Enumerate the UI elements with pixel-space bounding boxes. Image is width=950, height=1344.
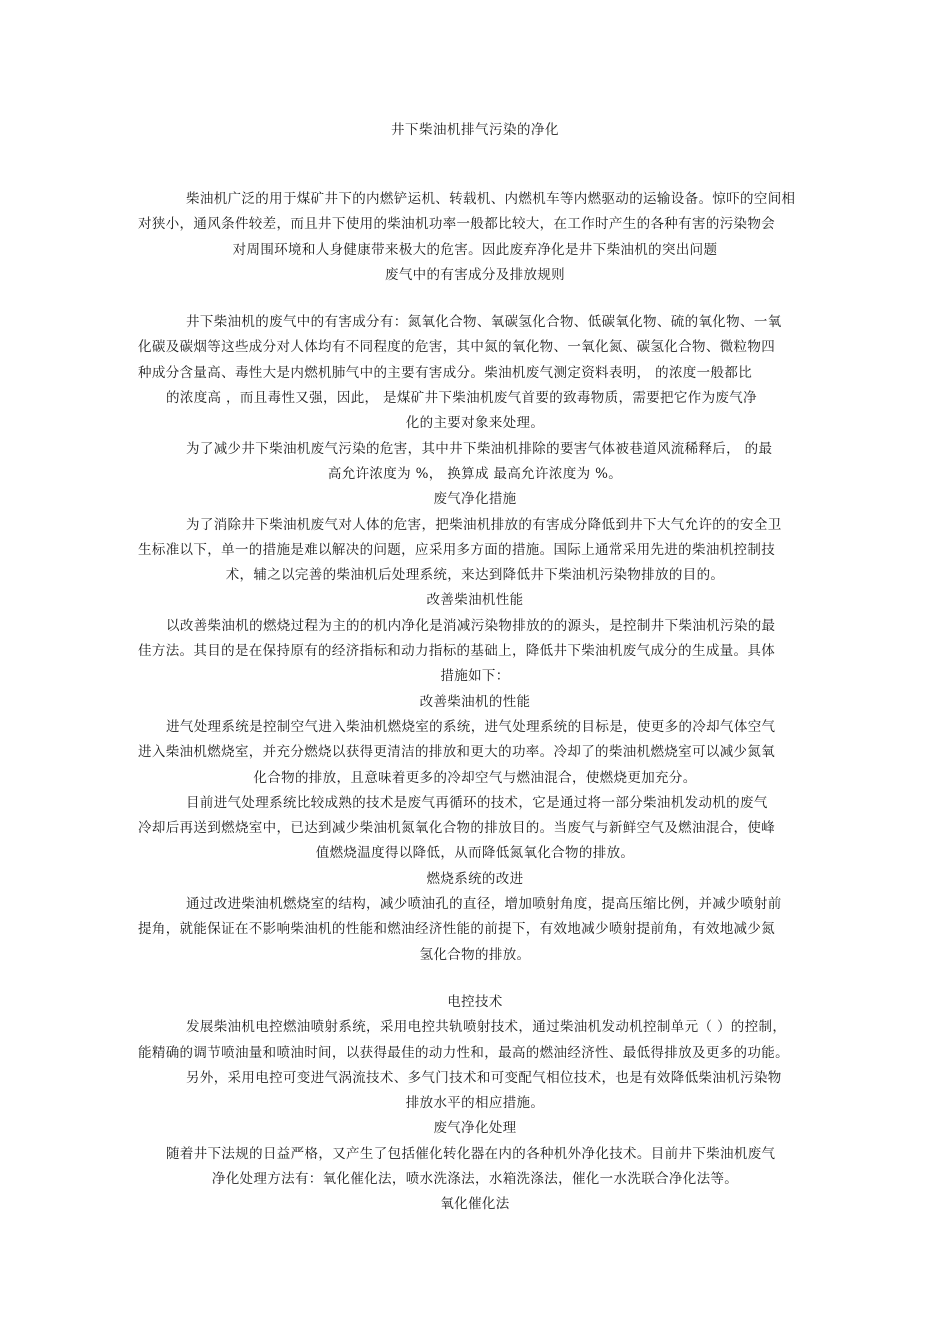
paragraph-line: 净化处理方法有：氧化催化法，喷水洗涤法，水箱洗涤法，催化一水洗联合净化法等。 [211, 1170, 739, 1187]
document-title: 井下柴油机排气污染的净化 [391, 122, 559, 138]
paragraph-line: 化合物的排放，且意味着更多的冷却空气与燃油混合，使燃烧更加充分。 [253, 769, 697, 786]
paragraph-line: 佳方法。其目的是在保持原有的经济指标和动力指标的基础上，降低井下柴油机废气成分的生成量。具体 [138, 643, 776, 660]
section-heading: 改善柴油机性能 [426, 592, 524, 609]
paragraph-line: 化的主要对象来处理。 [405, 415, 545, 432]
paragraph-line: 生标准以下，单一的措施是难以解决的问题，应采用多方面的措施。国际上通常采用先进的柴油机控制技 [138, 541, 776, 558]
section-heading: 废气净化处理 [433, 1120, 517, 1137]
paragraph-line: 化碳及碳烟等这些成分对人体均有不同程度的危害，其中氮的氧化物、一氧化氮、碳氢化合物、微粒物四 [138, 339, 776, 356]
paragraph-line: 对周围环境和人身健康带来极大的危害。因此废弃净化是井下柴油机的突出问题 [232, 241, 718, 258]
paragraph-line: 种成分含量高、毒性大是内燃机肺气中的主要有害成分。柴油机废气测定资料表明， 的浓度一般都比 [138, 364, 753, 381]
paragraph-line: 另外，采用电控可变进气涡流技术、多气门技术和可变配气相位技术，也是有效降低柴油机污染物 [186, 1069, 782, 1086]
section-heading: 氧化催化法 [440, 1196, 510, 1213]
paragraph-line: 的浓度高 ，而且毒性又强，因此， 是煤矿井下柴油机废气首要的致毒物质，需要把它作为废气净 [166, 390, 757, 407]
paragraph-line: 以改善柴油机的燃烧过程为主的的机内净化是消减污染物排放的的源头，是控制井下柴油机污染的最 [166, 617, 776, 634]
paragraph-line: 冷却后再送到燃烧室中，已达到减少柴油机氮氧化合物的排放目的。当废气与新鲜空气及燃油混合，使峰 [138, 820, 776, 837]
paragraph-line: 进气处理系统是控制空气进入柴油机燃烧室的系统，进气处理系统的目标是，使更多的冷却气体空气 [166, 718, 776, 735]
paragraph-line: 高允许浓度为 %， 换算成 最高允许浓度为 %。 [327, 465, 623, 482]
spacer [138, 968, 812, 990]
paragraph-line: 措施如下： [440, 668, 510, 685]
section-heading: 电控技术 [447, 993, 503, 1010]
section-heading: 废气净化措施 [433, 491, 517, 508]
section-heading: 燃烧系统的改进 [426, 870, 524, 887]
paragraph-line: 柴油机广泛的用于煤矿井下的内燃铲运机、转载机、内燃机车等内燃驱动的运输设备。惊吓的空间相 [186, 191, 796, 207]
paragraph-line: 排放水平的相应措施。 [405, 1095, 545, 1112]
paragraph-line: 进入柴油机燃烧室，并充分燃烧以获得更清洁的排放和更大的功率。冷却了的柴油机燃烧室可以减少氮氧 [138, 744, 776, 761]
paragraph-line: 术，辅之以完善的柴油机后处理系统，来达到降低井下柴油机污染物排放的目的。 [225, 567, 725, 584]
paragraph-line: 对狭小，通风条件较差，而且井下使用的柴油机功率一般都比较大，在工作时产生的各种有害的污染物会 [138, 216, 776, 233]
spacer [138, 288, 812, 310]
paragraph-line: 为了消除井下柴油机废气对人体的危害，把柴油机排放的有害成分降低到井下大气允许的的安全卫 [186, 516, 782, 533]
paragraph-line: 提角，就能保证在不影响柴油机的性能和燃油经济性能的前提下，有效地减少喷射提前角，有效地减少氮 [138, 921, 776, 938]
section-heading: 废气中的有害成分及排放规则 [384, 266, 566, 283]
paragraph-line: 能精确的调节喷油量和喷油时间，以获得最佳的动力性和，最高的燃油经济性、最低得排放及更多的功能。 [138, 1044, 789, 1061]
paragraph-line: 随着井下法规的日益严格，又产生了包括催化转化器在内的各种机外净化技术。目前井下柴油机废气 [166, 1145, 776, 1162]
paragraph-line: 为了减少井下柴油机废气污染的危害，其中井下柴油机排除的要害气体被巷道风流稀释后， 的最 [186, 440, 773, 457]
paragraph-line: 氢化合物的排放。 [419, 946, 531, 963]
paragraph-line: 值燃烧温度得以降低，从而降低氮氧化合物的排放。 [315, 845, 635, 862]
paragraph-line: 发展柴油机电控燃油喷射系统，采用电控共轨喷射技术，通过柴油机发动机控制单元（ ）的控制， [186, 1019, 787, 1036]
paragraph-line: 通过改进柴油机燃烧室的结构，减少喷油孔的直径，增加喷射角度，提高压缩比例，并减少喷射前 [186, 896, 782, 913]
document-body [138, 187, 812, 1218]
section-heading: 改善柴油机的性能 [419, 693, 531, 710]
paragraph-line: 目前进气处理系统比较成熟的技术是废气再循环的技术，它是通过将一部分柴油机发动机的废气 [186, 794, 768, 811]
paragraph-line: 井下柴油机的废气中的有害成分有：氮氧化合物、氧碳氢化合物、低碳氧化物、硫的氧化物、一氧 [186, 314, 782, 331]
